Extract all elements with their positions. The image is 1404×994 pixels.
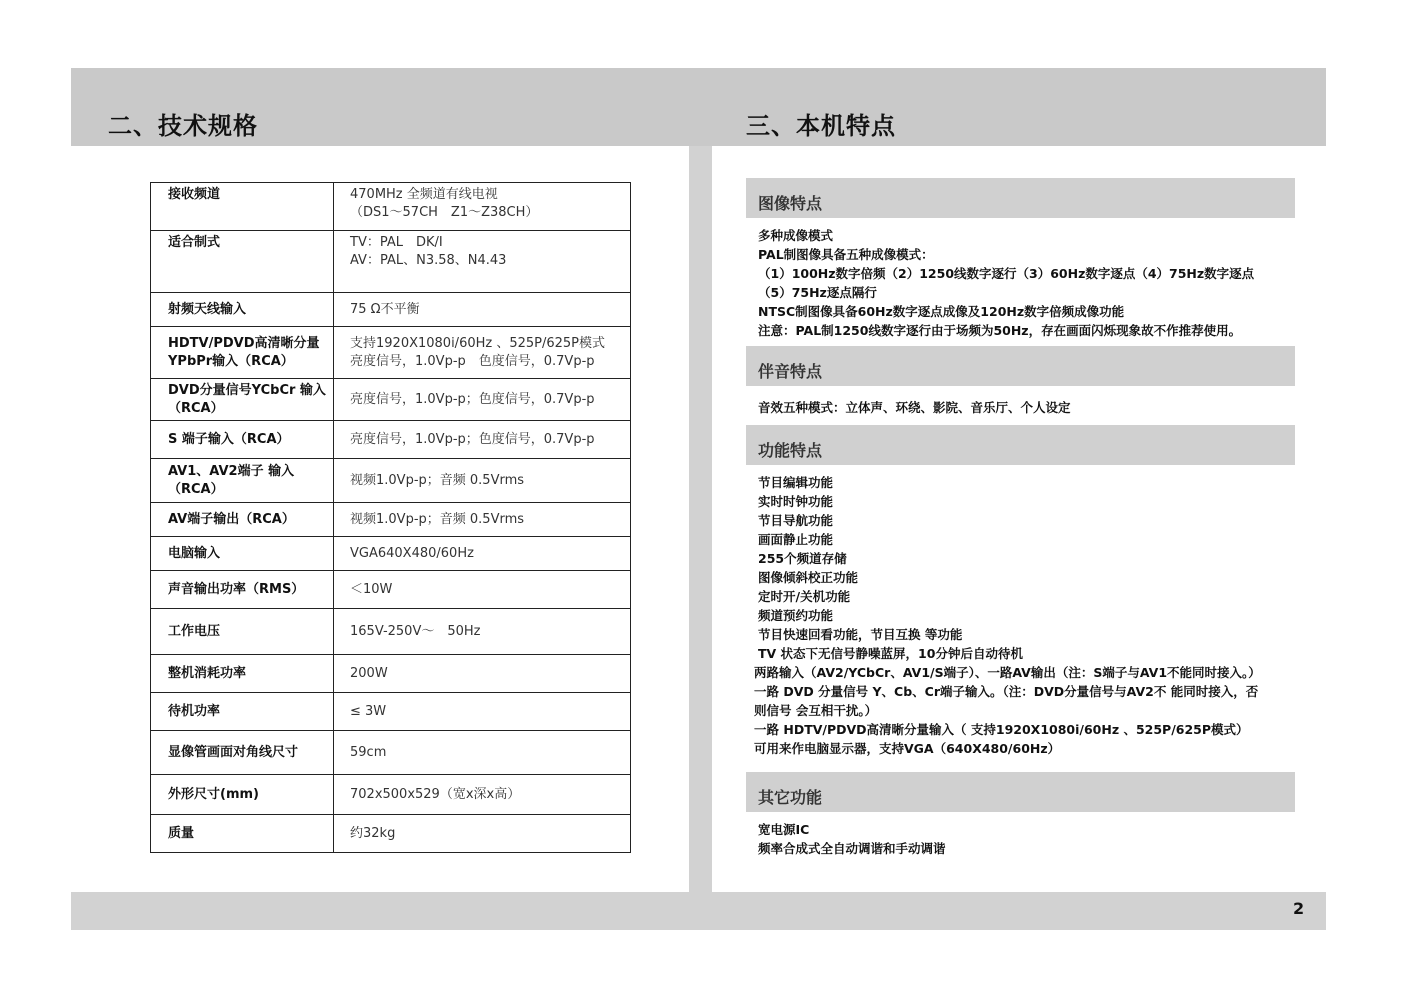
spec-value-line: 亮度信号，1.0Vp-p；色度信号，0.7Vp-p [350,391,595,407]
spec-value-line: VGA640X480/60Hz [350,545,474,561]
feature-item: 一路 HDTV/PDVD高清晰分量输入（ 支持1920X1080i/60Hz 、525P/625P模式） [754,722,1249,737]
feature-list [746,812,1295,858]
spec-key: 整机消耗功率 [151,655,334,693]
spec-row [151,693,631,731]
header-band [71,68,1326,146]
spec-value-line: 75 Ω不平衡 [350,301,420,317]
spec-value-line: 约32kg [350,825,396,841]
right-section-title: 三、本机特点 [746,112,896,140]
spec-row [151,379,631,421]
spec-value-line: 视频1.0Vp-p；音频 0.5Vrms [350,472,525,488]
feature-list [746,218,1295,340]
spec-key: 电脑输入 [151,537,334,571]
spec-key: 接收频道 [151,183,334,231]
spec-value [334,379,631,421]
spec-key: 显像管画面对角线尺寸 [151,731,334,775]
spec-key: 工作电压 [151,609,334,655]
spec-value-line: 165V-250V～ 50Hz [350,623,481,639]
spec-row [151,571,631,609]
spec-value [334,503,631,537]
spec-key: 待机功率 [151,693,334,731]
spec-row [151,327,631,379]
feature-item: 图像倾斜校正功能 [758,570,859,585]
spec-row [151,293,631,327]
spec-value-line: 200W [350,665,388,681]
feature-item: 画面静止功能 [758,532,834,547]
spec-row [151,815,631,853]
footer-band [71,892,1326,930]
feature-item: 定时开/关机功能 [758,589,851,604]
feature-section [746,346,1295,417]
spec-value [334,775,631,815]
feature-item: 节目快速回看功能，节目互换 等功能 [758,627,963,642]
spec-value [334,571,631,609]
spec-key: 射频天线输入 [151,293,334,327]
spec-row [151,609,631,655]
spec-value [334,459,631,503]
feature-item: 频道预约功能 [758,608,834,623]
spec-table [150,182,631,853]
spec-value-line: 702x500x529（宽x深x高） [350,786,521,802]
spec-value [334,815,631,853]
feature-item: 频率合成式全自动调谐和手动调谐 [758,841,946,856]
spec-value [334,609,631,655]
spec-value-line: AV：PAL、N3.58、N4.43 [350,253,507,268]
feature-section [746,425,1295,758]
feature-item: 实时时钟功能 [758,494,834,509]
spec-row [151,537,631,571]
spec-value-line: 亮度信号，1.0Vp-p 色度信号，0.7Vp-p [350,353,595,369]
feature-section-title: 功能特点 [746,425,1295,465]
spec-key: 质量 [151,815,334,853]
feature-section-title: 伴音特点 [746,346,1295,386]
spec-row [151,231,631,293]
spec-value-line: 亮度信号，1.0Vp-p；色度信号，0.7Vp-p [350,431,595,447]
feature-item: PAL制图像具备五种成像模式： [758,247,934,262]
spec-key: S 端子输入（RCA） [151,421,334,459]
feature-item: 注意：PAL制1250线数字逐行由于场频为50Hz，存在画面闪烁现象故不作推荐使用。 [758,323,1242,338]
spec-value-line: TV：PAL DK/I [350,235,443,250]
feature-section [746,772,1295,858]
spec-key: HDTV/PDVD高清晰分量 YPbPr输入（RCA） [151,327,334,379]
feature-section-title: 图像特点 [746,178,1295,218]
spec-value-line: ≤ 3W [350,703,387,719]
feature-item: NTSC制图像具备60Hz数字逐点成像及120Hz数字倍频成像功能 [758,304,1125,319]
spec-value [334,421,631,459]
feature-panel [746,178,1295,858]
spec-row [151,731,631,775]
left-section-title: 二、技术规格 [108,112,258,140]
feature-item: 两路输入（AV2/YCbCr、AV1/S端子）、一路AV输出（注：S端子与AV1不能同时接入。） [754,665,1261,680]
feature-item: 多种成像模式 [758,228,834,243]
feature-item: 则信号 会互相干扰。） [754,703,878,718]
spec-value-line: 59cm [350,744,387,760]
spec-row [151,183,631,231]
spec-value [334,293,631,327]
spec-value [334,731,631,775]
spec-value [334,693,631,731]
page-gutter [689,146,712,892]
spec-value [334,231,631,293]
spec-row [151,459,631,503]
feature-item: 节目编辑功能 [758,475,834,490]
spec-key: 声音输出功率（RMS） [151,571,334,609]
spec-key: 外形尺寸(mm) [151,775,334,815]
spec-key: AV端子输出（RCA） [151,503,334,537]
page-number: 2 [1293,899,1305,918]
feature-item: 可用来作电脑显示器，支持VGA（640X480/60Hz） [754,741,1061,756]
feature-item: 一路 DVD 分量信号 Y、Cb、Cr端子输入。（注：DVD分量信号与AV2不 能同时接入，否 [754,684,1259,699]
feature-list [746,386,1295,417]
spec-key: DVD分量信号YCbCr 输入（RCA） [151,379,334,421]
spec-value [334,537,631,571]
feature-section [746,178,1295,340]
feature-item: （1）100Hz数字倍频（2）1250线数字逐行（3）60Hz数字逐点（4）75Hz数字逐点 [758,266,1255,281]
feature-item: （5）75Hz逐点隔行 [758,285,877,300]
feature-list [746,465,1295,758]
feature-item: 音效五种模式：立体声、环绕、影院、音乐厅、个人设定 [758,400,1071,415]
spec-value [334,655,631,693]
feature-item: 255个频道存储 [758,551,847,566]
spec-value-line: ＜10W [350,581,393,597]
feature-section-title: 其它功能 [746,772,1295,812]
spec-value-line: 视频1.0Vp-p；音频 0.5Vrms [350,511,525,527]
feature-item: 节目导航功能 [758,513,834,528]
spec-value [334,183,631,231]
spec-row [151,775,631,815]
spec-value-line: 470MHz 全频道有线电视 [350,187,498,202]
spec-value-line: （DS1～57CH Z1～Z38CH） [350,205,539,220]
spec-key: 适合制式 [151,231,334,293]
feature-item: 宽电源IC [758,822,810,837]
spec-row [151,655,631,693]
feature-item: TV 状态下无信号静噪蓝屏，10分钟后自动待机 [758,646,1023,661]
spec-row [151,421,631,459]
spec-value [334,327,631,379]
spec-row [151,503,631,537]
spec-value-line: 支持1920X1080i/60Hz 、525P/625P模式 [350,335,606,351]
spec-key: AV1、AV2端子 输入（RCA） [151,459,334,503]
